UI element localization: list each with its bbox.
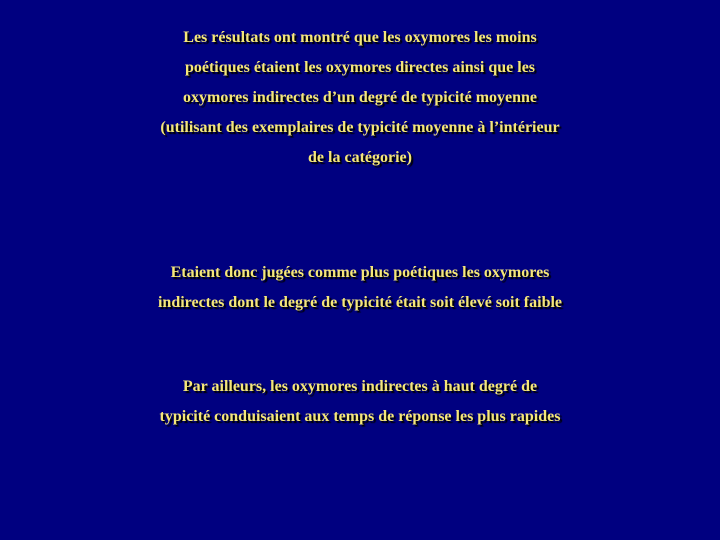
conclusion-paragraph (0, 258, 720, 318)
text-line: (utilisant des exemplaires de typicité moyenne à l’intérieur (160, 119, 560, 136)
text-line: poétiques étaient les oxymores directes ainsi que les (184, 59, 536, 76)
text-line: Etaient donc jugées comme plus poétiques les oxymores (170, 264, 550, 281)
text-line: indirectes dont le degré de typicité était soit élevé soit faible (157, 294, 563, 311)
response-time-paragraph (0, 372, 720, 432)
text-line: typicité conduisaient aux temps de réponse les plus rapides (159, 408, 561, 425)
text-line: de la catégorie) (308, 149, 412, 166)
text-line: Les résultats ont montré que les oxymores les moins (183, 29, 537, 46)
text-line: Par ailleurs, les oxymores indirectes à haut degré de (182, 378, 538, 395)
results-paragraph (0, 23, 720, 173)
text-line: oxymores indirectes d’un degré de typicité moyenne (182, 89, 538, 106)
